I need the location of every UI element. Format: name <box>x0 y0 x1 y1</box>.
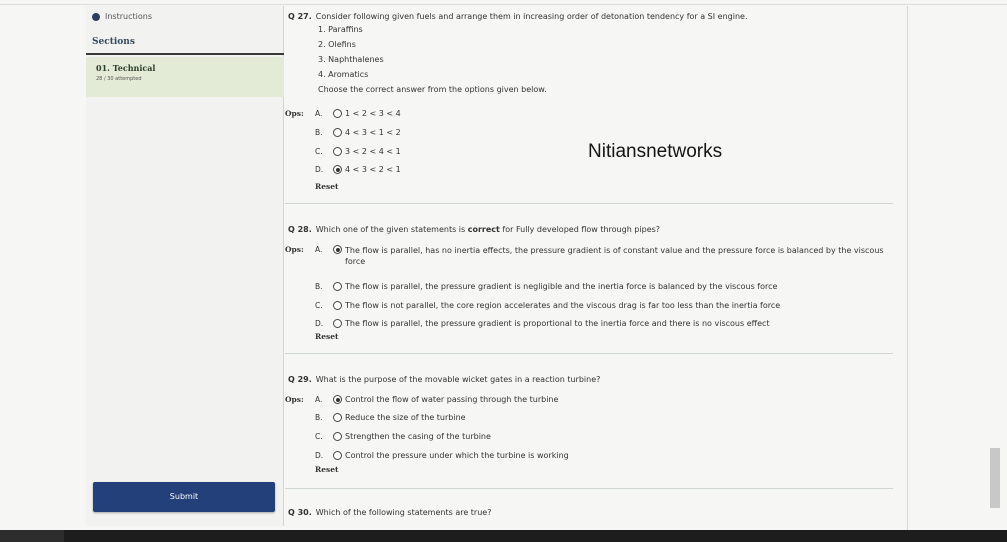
divider <box>285 203 893 204</box>
radio-button-selected[interactable] <box>333 245 342 254</box>
list-item: 4. Aromatics <box>318 70 369 79</box>
option-a[interactable]: A. The flow is parallel, has no inertia effects, the pressure gradient is of constant value and the pressure force is balanced by the viscous force <box>315 245 884 266</box>
radio-button[interactable] <box>333 319 342 328</box>
reset-button[interactable]: Reset <box>315 465 339 474</box>
option-c[interactable]: C. Strengthen the casing of the turbine <box>315 432 491 441</box>
option-b[interactable]: B. The flow is parallel, the pressure gradient is negligible and the inertia force is balanced by the viscous force <box>315 282 778 291</box>
section-attempted-count: 28 / 30 attempted <box>96 76 142 82</box>
list-item: 3. Naphthalenes <box>318 55 384 64</box>
instructions-label: Instructions <box>105 12 152 21</box>
taskbar-item[interactable] <box>0 530 64 542</box>
sidebar <box>86 6 284 526</box>
section-name: 01. Technical <box>96 63 156 73</box>
list-item: 2. Olefins <box>318 40 356 49</box>
option-d[interactable]: D. 4 < 3 < 2 < 1 <box>315 165 401 174</box>
radio-button[interactable] <box>333 413 342 422</box>
question-30 <box>288 508 888 517</box>
sections-header: Sections <box>86 31 284 55</box>
question-text: Q 29. What is the purpose of the movable wicket gates in a reaction turbine? <box>288 375 601 384</box>
divider <box>285 353 893 354</box>
divider <box>285 488 893 489</box>
section-item-technical[interactable] <box>86 57 284 97</box>
taskbar <box>0 530 1007 542</box>
radio-button[interactable] <box>333 432 342 441</box>
info-icon <box>92 13 100 21</box>
instruction-text: Choose the correct answer from the options given below. <box>318 85 547 94</box>
radio-button[interactable] <box>333 147 342 156</box>
option-d[interactable]: D. Control the pressure under which the turbine is working <box>315 451 569 460</box>
reset-button[interactable]: Reset <box>315 332 339 341</box>
question-text: Q 30. Which of the following statements are true? <box>288 508 492 517</box>
question-text: Q 28. Which one of the given statements is correct for Fully developed flow through pipes? <box>288 225 661 234</box>
question-29 <box>288 375 888 384</box>
question-text: Q 27. Consider following given fuels and arrange them in increasing order of detonation tendency for a SI engine. <box>288 12 748 21</box>
option-c[interactable]: C. 3 < 2 < 4 < 1 <box>315 147 401 156</box>
radio-button[interactable] <box>333 301 342 310</box>
radio-button-selected[interactable] <box>333 165 342 174</box>
radio-button[interactable] <box>333 109 342 118</box>
option-d[interactable]: D. The flow is parallel, the pressure gradient is proportional to the inertia force and there is no viscous effect <box>315 319 770 328</box>
ops-label: Ops: <box>285 245 304 254</box>
radio-button[interactable] <box>333 451 342 460</box>
option-c[interactable]: C. The flow is not parallel, the core region accelerates and the viscous drag is far too less than the inertia force <box>315 301 781 310</box>
radio-button[interactable] <box>333 282 342 291</box>
instructions-link[interactable] <box>92 12 152 21</box>
option-b[interactable]: B. 4 < 3 < 1 < 2 <box>315 128 401 137</box>
watermark-text: Nitiansnetworks <box>588 141 723 162</box>
option-b[interactable]: B. Reduce the size of the turbine <box>315 413 466 422</box>
reset-button[interactable]: Reset <box>315 182 339 191</box>
top-border <box>0 4 1007 5</box>
scrollbar-thumb[interactable] <box>990 448 1000 508</box>
fuel-list <box>318 22 888 97</box>
ops-label: Ops: <box>285 395 304 404</box>
question-28 <box>288 225 888 234</box>
ops-label: Ops: <box>285 109 304 118</box>
list-item: 1. Paraffins <box>318 25 363 34</box>
radio-button-selected[interactable] <box>333 395 342 404</box>
option-a[interactable]: A. Control the flow of water passing through the turbine <box>315 395 559 404</box>
submit-button[interactable]: Submit <box>93 482 275 512</box>
question-panel <box>285 6 897 526</box>
question-27 <box>288 12 888 97</box>
option-a[interactable]: A. 1 < 2 < 3 < 4 <box>315 109 401 118</box>
radio-button[interactable] <box>333 128 342 137</box>
